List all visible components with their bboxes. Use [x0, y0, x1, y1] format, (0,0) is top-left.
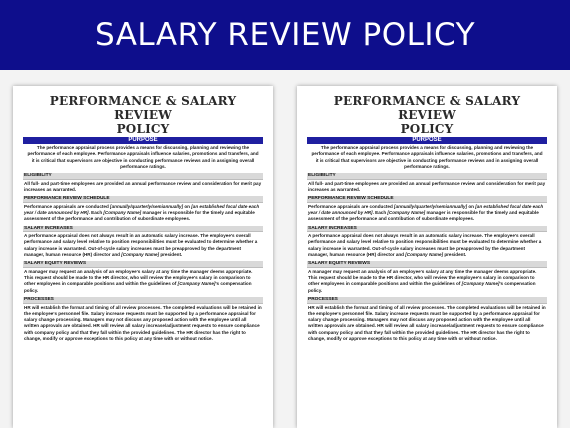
purpose-text: The performance appraisal process provides a means for discussing, planning and reviewing the performance of each employee. Performance appraisals influence salaries, promotions and transfers, and it is critical that supervisors are objective in conducting performance reviews and in assigning overall performance ratings.	[27, 145, 259, 169]
schedule-text-b: [annually/quarterly/semiannually]	[394, 203, 468, 209]
eligibility-heading: ELIGIBILITY	[23, 173, 263, 180]
eligibility-section	[307, 173, 547, 193]
processes-heading: PROCESSES	[307, 297, 547, 304]
banner-title: SALARY REVIEW POLICY	[94, 17, 476, 53]
processes-heading: PROCESSES	[23, 297, 263, 304]
schedule-text-g: manager is responsible for the timely and equitable assessment of the performance and contribution of subordinate employees.	[24, 210, 255, 222]
document-title-line2: POLICY	[116, 122, 170, 136]
schedule-text-a: Performance appraisals are conducted	[24, 203, 111, 209]
equity-text	[307, 268, 547, 294]
equity-text-c: 's compensation policy.	[308, 281, 536, 293]
schedule-text-a: Performance appraisals are conducted	[308, 203, 395, 209]
schedule-section	[23, 196, 263, 222]
equity-heading: SALARY EQUITY REVIEWS	[307, 261, 547, 268]
increases-section	[307, 226, 547, 259]
eligibility-text: All full- and part-time employees are provided an annual performance review and consideration for merit pay increases as warranted.	[24, 180, 262, 192]
document-title-line2: POLICY	[400, 122, 454, 136]
equity-section	[307, 261, 547, 294]
increases-text-c: president.	[443, 252, 467, 258]
equity-text-a: A manager may request an analysis of an employee's salary at any time the manager deems appropriate. This request should be made to the HR director, who will review the employee's salary in comparison to other employees in comparable positions and within the guidelines of	[24, 268, 253, 287]
schedule-text-f: [Company Name]	[103, 210, 142, 216]
document-page-left	[13, 86, 273, 428]
processes-section	[307, 297, 547, 342]
equity-text-b: [Company Name]	[461, 281, 500, 287]
document-title-line1: PERFORMANCE & SALARY REVIEW	[333, 94, 521, 122]
equity-text-b: [Company Name]	[177, 281, 216, 287]
processes-section	[23, 297, 263, 342]
eligibility-text: All full- and part-time employees are provided an annual performance review and consideration for merit pay increases as warranted.	[308, 180, 546, 192]
schedule-heading: PERFORMANCE REVIEW SCHEDULE	[307, 196, 547, 203]
schedule-text-e: . Each	[88, 210, 104, 216]
schedule-text-e: . Each	[372, 210, 388, 216]
increases-text-b: [Company Name]	[121, 252, 160, 258]
purpose-text: The performance appraisal process provides a means for discussing, planning and reviewing the performance of each employee. Performance appraisals influence salaries, promotions and transfers, and it is critical that supervisors are objective in conducting performance reviews and in assigning overall performance ratings.	[311, 145, 543, 169]
increases-heading: SALARY INCREASES	[307, 226, 547, 233]
document-title-line1: PERFORMANCE & SALARY REVIEW	[49, 94, 237, 122]
processes-text: HR will establish the format and timing of all review processes. The completed evaluations will be retained in the employee's personnel file. Salary increase requests must be supported by a performance appraisal for salary change processing. Managers may not discuss any proposed action with the employee until all written approvals are obtained. HR will review all salary increase/adjustment requests to ensure compliance with company policy and that they fall within the provided guidelines. The HR director has the right to change, modify or approve exceptions to this policy at any time with or without notice.	[24, 304, 262, 342]
schedule-text	[23, 203, 263, 223]
equity-heading: SALARY EQUITY REVIEWS	[23, 261, 263, 268]
schedule-text-c: on	[467, 203, 476, 209]
increases-section	[23, 226, 263, 259]
schedule-text	[307, 203, 547, 223]
increases-text-c: president.	[159, 252, 183, 258]
increases-heading: SALARY INCREASES	[23, 226, 263, 233]
equity-text-a: A manager may request an analysis of an employee's salary at any time the manager deems appropriate. This request should be made to the HR director, who will review the employee's salary in comparison to other employees in comparable positions and within the guidelines of	[308, 268, 537, 287]
schedule-text-b: [annually/quarterly/semiannually]	[110, 203, 184, 209]
purpose-heading: PURPOSE	[23, 137, 263, 144]
equity-text-c: 's compensation policy.	[24, 281, 252, 293]
schedule-section	[307, 196, 547, 222]
schedule-text-f: [Company Name]	[387, 210, 426, 216]
schedule-text-c: on	[183, 203, 192, 209]
title-banner	[0, 0, 570, 70]
document-title	[23, 94, 263, 136]
schedule-heading: PERFORMANCE REVIEW SCHEDULE	[23, 196, 263, 203]
document-title	[307, 94, 547, 136]
eligibility-heading: ELIGIBILITY	[307, 173, 547, 180]
equity-section	[23, 261, 263, 294]
increases-text-b: [Company Name]	[405, 252, 444, 258]
increases-text-a: A performance appraisal does not always result in an automatic salary increase. The employee's overall performance and salary level relative to position responsibilities must be evaluated to determine whether a salary increase is warranted. Out-of-cycle salary increases must be preapproved by the department manager, human resource (HR) director and	[24, 233, 258, 258]
purpose-heading: PURPOSE	[307, 137, 547, 144]
document-page-right	[297, 86, 557, 428]
increases-text	[23, 232, 263, 258]
increases-text	[307, 232, 547, 258]
processes-text: HR will establish the format and timing of all review processes. The completed evaluations will be retained in the employee's personnel file. Salary increase requests must be supported by a performance appraisal for salary change processing. Managers may not discuss any proposed action with the employee until all written approvals are obtained. HR will review all salary increase/adjustment requests to ensure compliance with company policy and that they fall within the provided guidelines. The HR director has the right to change, modify or approve exceptions to this policy at any time with or without notice.	[308, 304, 546, 342]
schedule-text-d: [an established focal date each year / date announced by HR]	[24, 203, 260, 216]
eligibility-section	[23, 173, 263, 193]
schedule-text-g: manager is responsible for the timely and equitable assessment of the performance and contribution of subordinate employees.	[308, 210, 539, 222]
schedule-text-d: [an established focal date each year / date announced by HR]	[308, 203, 544, 216]
equity-text	[23, 268, 263, 294]
increases-text-a: A performance appraisal does not always result in an automatic salary increase. The employee's overall performance and salary level relative to position responsibilities must be evaluated to determine whether a salary increase is warranted. Out-of-cycle salary increases must be preapproved by the department manager, human resource (HR) director and	[308, 233, 542, 258]
